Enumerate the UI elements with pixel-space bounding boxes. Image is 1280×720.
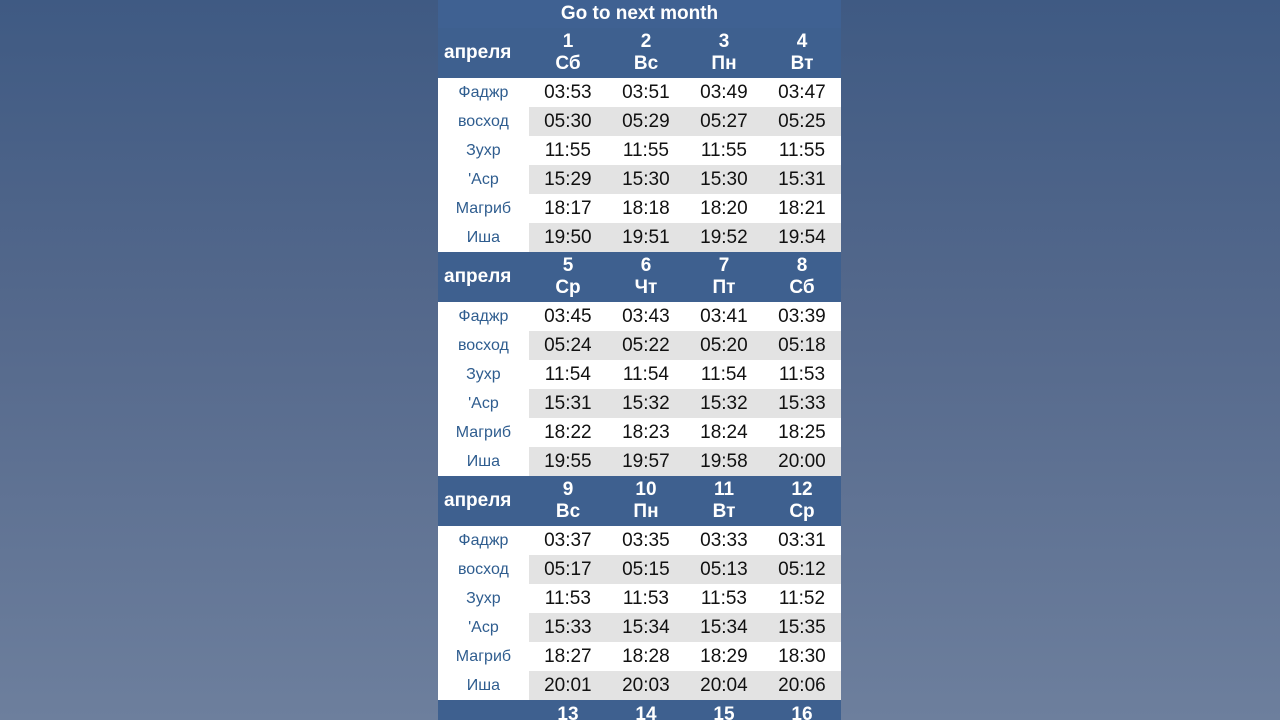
time-cell: 03:31 [778,530,826,551]
time-cell: 15:32 [700,393,748,414]
table-row [438,360,841,389]
prayer-name-fajr: Фаджр [438,302,529,331]
prayer-name-dhuhr: Зухр [438,136,529,165]
prayer-name-asr: 'Аср [438,389,529,418]
day-header[interactable] [607,28,685,78]
day-number: 2 [640,31,652,52]
day-of-week: Сб [555,53,581,74]
table-row [438,302,841,331]
time-cell: 20:06 [778,675,826,696]
table-row [438,165,841,194]
times-table [438,526,841,700]
time-cell: 19:50 [544,227,592,248]
day-header[interactable] [763,704,841,720]
table-row [438,107,841,136]
time-cell: 19:57 [622,451,670,472]
time-cell: 05:20 [700,335,748,356]
day-header[interactable] [685,476,763,526]
prayer-name-sunrise: восход [438,555,529,584]
month-label: апреля [444,490,512,511]
prayer-name-isha: Иша [438,671,529,700]
time-cell: 15:35 [778,617,826,638]
day-of-week: Вт [790,53,814,74]
time-cell: 19:54 [778,227,826,248]
time-cell: 03:51 [622,82,670,103]
day-of-week: Пн [711,53,737,74]
time-cell: 03:33 [700,530,748,551]
next-month-button[interactable]: Go to next month [438,0,841,28]
time-cell: 11:55 [544,140,591,161]
time-cell: 20:03 [622,675,670,696]
time-cell: 11:55 [622,140,669,161]
time-cell: 15:33 [778,393,826,414]
time-cell: 15:34 [700,617,748,638]
time-cell: 05:13 [700,559,748,580]
time-cell: 19:55 [544,451,592,472]
week-block [438,28,841,252]
day-number: 13 [557,704,579,720]
time-cell: 05:29 [622,111,670,132]
time-cell: 15:30 [700,169,748,190]
time-cell: 18:23 [622,422,670,443]
time-cell: 03:53 [544,82,592,103]
time-cell: 18:28 [622,646,670,667]
table-row [438,613,841,642]
time-cell: 18:24 [700,422,748,443]
table-row [438,584,841,613]
time-cell: 20:00 [778,451,826,472]
day-header[interactable] [763,28,841,78]
time-cell: 11:53 [622,588,669,609]
time-cell: 05:24 [544,335,592,356]
day-number: 10 [635,479,657,500]
time-cell: 03:45 [544,306,592,327]
week-block [438,476,841,700]
time-cell: 18:25 [778,422,826,443]
week-header [438,476,841,526]
time-cell: 15:33 [544,617,592,638]
time-cell: 15:31 [544,393,592,414]
prayer-times-screen [438,0,841,720]
day-of-week: Чт [634,277,658,298]
day-number: 1 [562,31,574,52]
day-of-week: Вс [633,53,659,74]
time-cell: 03:47 [778,82,826,103]
time-cell: 18:18 [622,198,670,219]
day-of-week: Вт [712,501,736,522]
time-cell: 11:52 [778,588,826,609]
time-cell: 11:53 [544,588,591,609]
table-row [438,78,841,107]
times-table [438,302,841,476]
day-header[interactable] [685,704,763,720]
time-cell: 18:29 [700,646,748,667]
time-cell: 19:58 [700,451,748,472]
prayer-name-dhuhr: Зухр [438,584,529,613]
time-cell: 19:52 [700,227,748,248]
time-cell: 05:12 [778,559,826,580]
prayer-name-fajr: Фаджр [438,526,529,555]
time-cell: 18:30 [778,646,826,667]
prayer-name-maghrib: Магриб [438,642,529,671]
table-row [438,447,841,476]
prayer-name-isha: Иша [438,447,529,476]
table-row [438,671,841,700]
month-label: апреля [444,42,512,63]
day-of-week: Вс [555,501,581,522]
time-cell: 19:51 [622,227,670,248]
table-row [438,389,841,418]
day-header[interactable] [529,704,607,720]
week-block [438,700,841,720]
time-cell: 05:22 [622,335,670,356]
day-header[interactable] [763,476,841,526]
day-of-week: Пт [712,277,736,298]
time-cell: 11:54 [700,364,747,385]
time-cell: 18:17 [544,198,592,219]
table-row [438,642,841,671]
day-of-week: Ср [789,501,815,522]
day-header[interactable] [529,252,607,302]
week-header [438,700,841,720]
day-header[interactable] [607,704,685,720]
time-cell: 05:30 [544,111,592,132]
time-cell: 05:25 [778,111,826,132]
time-cell: 03:49 [700,82,748,103]
day-number: 8 [796,255,808,276]
prayer-name-sunrise: восход [438,107,529,136]
time-cell: 11:54 [544,364,591,385]
table-row [438,136,841,165]
day-number: 16 [791,704,813,720]
prayer-name-isha: Иша [438,223,529,252]
prayer-name-dhuhr: Зухр [438,360,529,389]
day-number: 14 [635,704,657,720]
day-header[interactable] [763,252,841,302]
day-number: 7 [718,255,730,276]
day-number: 15 [713,704,735,720]
times-table [438,78,841,252]
day-number: 3 [718,31,730,52]
day-number: 11 [713,479,735,500]
week-header [438,252,841,302]
day-header[interactable] [607,476,685,526]
time-cell: 15:32 [622,393,670,414]
day-of-week: Ср [555,277,581,298]
time-cell: 03:41 [700,306,748,327]
time-cell: 20:01 [544,675,592,696]
day-header[interactable] [529,476,607,526]
time-cell: 03:37 [544,530,592,551]
time-cell: 15:30 [622,169,670,190]
day-header[interactable] [529,28,607,78]
time-cell: 11:53 [700,588,747,609]
prayer-name-maghrib: Магриб [438,194,529,223]
time-cell: 05:27 [700,111,748,132]
day-header[interactable] [685,28,763,78]
time-cell: 15:29 [544,169,592,190]
time-cell: 15:31 [778,169,826,190]
prayer-name-asr: 'Аср [438,613,529,642]
day-header[interactable] [685,252,763,302]
prayer-name-maghrib: Магриб [438,418,529,447]
time-cell: 11:55 [700,140,747,161]
time-cell: 05:17 [544,559,592,580]
time-cell: 05:15 [622,559,670,580]
week-block [438,252,841,476]
time-cell: 18:22 [544,422,592,443]
time-cell: 03:39 [778,306,826,327]
time-cell: 05:18 [778,335,826,356]
day-number: 6 [640,255,652,276]
day-of-week: Сб [789,277,815,298]
table-row [438,331,841,360]
day-number: 4 [796,31,808,52]
prayer-name-sunrise: восход [438,331,529,360]
week-header [438,28,841,78]
time-cell: 15:34 [622,617,670,638]
table-row [438,194,841,223]
table-row [438,418,841,447]
time-cell: 18:27 [544,646,592,667]
table-row [438,526,841,555]
day-number: 9 [562,479,574,500]
month-label: апреля [444,266,512,287]
day-number: 5 [562,255,574,276]
day-of-week: Пн [633,501,659,522]
time-cell: 03:43 [622,306,670,327]
table-row [438,223,841,252]
time-cell: 11:55 [778,140,826,161]
day-number: 12 [791,479,813,500]
prayer-name-fajr: Фаджр [438,78,529,107]
time-cell: 11:53 [778,364,826,385]
table-row [438,555,841,584]
time-cell: 18:20 [700,198,748,219]
day-header[interactable] [607,252,685,302]
time-cell: 03:35 [622,530,670,551]
time-cell: 18:21 [778,198,826,219]
time-cell: 20:04 [700,675,748,696]
prayer-name-asr: 'Аср [438,165,529,194]
time-cell: 11:54 [622,364,669,385]
